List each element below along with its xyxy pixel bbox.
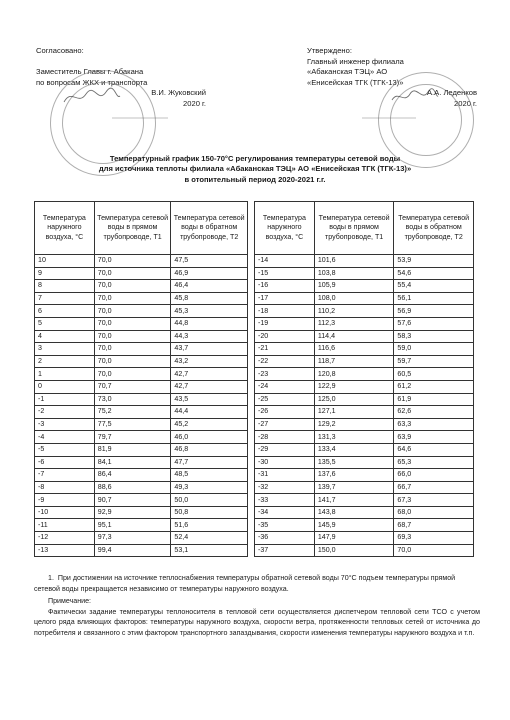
cell-return-temp: 50,8 [171, 506, 248, 519]
cell-outdoor-temp: -10 [35, 506, 95, 519]
cell-return-temp: 56,1 [394, 292, 474, 305]
cell-supply-temp: 70,0 [94, 255, 171, 268]
header-outdoor-temp: Температура наружного воздуха, °С [255, 202, 315, 255]
table-row [255, 355, 474, 368]
cell-return-temp: 69,3 [394, 532, 474, 545]
cell-supply-temp: 73,0 [94, 393, 171, 406]
cell-supply-temp: 77,5 [94, 418, 171, 431]
right-date-underline [360, 108, 418, 120]
approval-approved-signer: А.А. Леденков [426, 88, 477, 98]
approval-agreed-role-line1: Заместитель Главы г. Абакана [36, 67, 144, 77]
table-row [255, 280, 474, 293]
cell-outdoor-temp: -3 [35, 418, 95, 431]
cell-outdoor-temp: -21 [255, 343, 315, 356]
cell-outdoor-temp: 7 [35, 292, 95, 305]
table-row [255, 519, 474, 532]
cell-outdoor-temp: 8 [35, 280, 95, 293]
table-row [255, 506, 474, 519]
cell-return-temp: 54,6 [394, 267, 474, 280]
cell-return-temp: 43,7 [171, 343, 248, 356]
cell-outdoor-temp: -17 [255, 292, 315, 305]
left-signature [62, 86, 122, 108]
table-row [255, 431, 474, 444]
cell-outdoor-temp: 3 [35, 343, 95, 356]
table-row [35, 380, 248, 393]
header-supply-temp: Температура сетевой воды в прямом трубопроводе, Т1 [94, 202, 171, 255]
table-row [255, 393, 474, 406]
cell-outdoor-temp: -36 [255, 532, 315, 545]
cell-outdoor-temp: -15 [255, 267, 315, 280]
table-row [35, 506, 248, 519]
cell-outdoor-temp: -34 [255, 506, 315, 519]
cell-outdoor-temp: 1 [35, 368, 95, 381]
table-row [35, 519, 248, 532]
cell-supply-temp: 75,2 [94, 406, 171, 419]
notes-heading: Примечание: [48, 597, 92, 606]
cell-supply-temp: 70,0 [94, 317, 171, 330]
cell-return-temp: 45,8 [171, 292, 248, 305]
cell-supply-temp: 137,6 [314, 469, 394, 482]
table-row [35, 481, 248, 494]
table-row [35, 544, 248, 557]
cell-supply-temp: 103,8 [314, 267, 394, 280]
cell-return-temp: 50,0 [171, 494, 248, 507]
cell-return-temp: 49,3 [171, 481, 248, 494]
cell-return-temp: 58,3 [394, 330, 474, 343]
header-supply-temp: Температура сетевой воды в прямом трубопроводе, Т1 [314, 202, 394, 255]
table-row [255, 305, 474, 318]
cell-outdoor-temp: -19 [255, 317, 315, 330]
note-1 [34, 573, 480, 594]
cell-supply-temp: 105,9 [314, 280, 394, 293]
cell-outdoor-temp: -30 [255, 456, 315, 469]
cell-return-temp: 44,3 [171, 330, 248, 343]
notes-section [34, 573, 480, 639]
cell-supply-temp: 88,6 [94, 481, 171, 494]
cell-return-temp: 68,0 [394, 506, 474, 519]
cell-outdoor-temp: -8 [35, 481, 95, 494]
temperature-table-right [254, 201, 474, 557]
cell-supply-temp: 114,4 [314, 330, 394, 343]
table-row [255, 343, 474, 356]
approval-agreed-signer: В.И. Жуковский [151, 88, 206, 98]
cell-supply-temp: 86,4 [94, 469, 171, 482]
cell-return-temp: 46,9 [171, 267, 248, 280]
cell-outdoor-temp: -6 [35, 456, 95, 469]
cell-outdoor-temp: -11 [35, 519, 95, 532]
cell-return-temp: 43,2 [171, 355, 248, 368]
cell-supply-temp: 70,0 [94, 267, 171, 280]
cell-outdoor-temp: -37 [255, 544, 315, 557]
cell-supply-temp: 79,7 [94, 431, 171, 444]
cell-return-temp: 43,5 [171, 393, 248, 406]
table-row [35, 393, 248, 406]
table-row [255, 532, 474, 545]
approval-agreed-date: 2020 г. [183, 98, 206, 108]
cell-outdoor-temp: -27 [255, 418, 315, 431]
cell-supply-temp: 133,4 [314, 443, 394, 456]
table-row [35, 406, 248, 419]
cell-supply-temp: 97,3 [94, 532, 171, 545]
cell-return-temp: 65,3 [394, 456, 474, 469]
cell-outdoor-temp: -5 [35, 443, 95, 456]
cell-return-temp: 44,4 [171, 406, 248, 419]
cell-supply-temp: 70,7 [94, 380, 171, 393]
cell-outdoor-temp: -26 [255, 406, 315, 419]
cell-return-temp: 44,8 [171, 317, 248, 330]
cell-outdoor-temp: -12 [35, 532, 95, 545]
cell-return-temp: 62,6 [394, 406, 474, 419]
cell-supply-temp: 70,0 [94, 343, 171, 356]
cell-supply-temp: 101,6 [314, 255, 394, 268]
approval-approved-role-line2: «Абаканская ТЭЦ» АО [307, 67, 388, 77]
cell-outdoor-temp: -25 [255, 393, 315, 406]
cell-return-temp: 45,3 [171, 305, 248, 318]
cell-return-temp: 48,5 [171, 469, 248, 482]
cell-outdoor-temp: -29 [255, 443, 315, 456]
right-signature [390, 86, 440, 108]
cell-outdoor-temp: 2 [35, 355, 95, 368]
cell-outdoor-temp: -20 [255, 330, 315, 343]
temperature-table-left [34, 201, 248, 557]
cell-supply-temp: 70,0 [94, 280, 171, 293]
cell-outdoor-temp: -14 [255, 255, 315, 268]
cell-supply-temp: 108,0 [314, 292, 394, 305]
cell-return-temp: 61,9 [394, 393, 474, 406]
table-row [255, 544, 474, 557]
cell-return-temp: 46,4 [171, 280, 248, 293]
cell-supply-temp: 110,2 [314, 305, 394, 318]
cell-return-temp: 59,0 [394, 343, 474, 356]
title-line2: для источника теплоты филиала «Абаканская ТЭЦ» АО «Енисейская ТГК (ТГК-13)» [98, 164, 412, 174]
approval-approved-role-line3: «Енисейская ТГК (ТГК-13)» [307, 77, 404, 87]
cell-supply-temp: 99,4 [94, 544, 171, 557]
table-row [255, 380, 474, 393]
cell-outdoor-temp: 6 [35, 305, 95, 318]
cell-supply-temp: 129,2 [314, 418, 394, 431]
cell-outdoor-temp: -2 [35, 406, 95, 419]
cell-return-temp: 63,3 [394, 418, 474, 431]
header-return-temp: Температура сетевой воды в обратном трубопроводе, Т2 [394, 202, 474, 255]
table-row [255, 255, 474, 268]
table-row [255, 469, 474, 482]
cell-outdoor-temp: -28 [255, 431, 315, 444]
cell-return-temp: 55,4 [394, 280, 474, 293]
table-row [35, 418, 248, 431]
cell-outdoor-temp: 9 [35, 267, 95, 280]
header-return-temp: Температура сетевой воды в обратном трубопроводе, Т2 [171, 202, 248, 255]
note-2-text: Фактически задание температуры теплоносителя в тепловой сети осуществляется диспетчером тепловой сети ТСО с учетом целого ряда влияющих факторов: температуры наружного воздуха, скорости ветра, протяженности тепловых сетей от источника до потребителя и связанного с этим фактором транспортного запаздывания, скорости изменения температуры наружного воздуха и т.п. [34, 607, 480, 637]
cell-supply-temp: 145,9 [314, 519, 394, 532]
cell-supply-temp: 70,0 [94, 330, 171, 343]
cell-return-temp: 53,1 [171, 544, 248, 557]
cell-outdoor-temp: -18 [255, 305, 315, 318]
table-row [255, 368, 474, 381]
table-row [35, 305, 248, 318]
left-date-underline [110, 108, 170, 120]
cell-return-temp: 51,6 [171, 519, 248, 532]
cell-supply-temp: 70,0 [94, 355, 171, 368]
cell-outdoor-temp: -23 [255, 368, 315, 381]
cell-supply-temp: 116,6 [314, 343, 394, 356]
cell-supply-temp: 118,7 [314, 355, 394, 368]
table-row [35, 280, 248, 293]
cell-outdoor-temp: -35 [255, 519, 315, 532]
cell-return-temp: 42,7 [171, 380, 248, 393]
cell-supply-temp: 135,5 [314, 456, 394, 469]
cell-outdoor-temp: -33 [255, 494, 315, 507]
cell-return-temp: 66,7 [394, 481, 474, 494]
table-row [255, 292, 474, 305]
cell-return-temp: 42,7 [171, 368, 248, 381]
table-header-row [255, 202, 474, 255]
table-row [35, 317, 248, 330]
cell-supply-temp: 122,9 [314, 380, 394, 393]
table-row [35, 532, 248, 545]
cell-outdoor-temp: -32 [255, 481, 315, 494]
table-row [255, 418, 474, 431]
cell-supply-temp: 95,1 [94, 519, 171, 532]
cell-supply-temp: 143,8 [314, 506, 394, 519]
cell-supply-temp: 141,7 [314, 494, 394, 507]
table-row [35, 355, 248, 368]
cell-supply-temp: 90,7 [94, 494, 171, 507]
cell-outdoor-temp: 0 [35, 380, 95, 393]
table-row [35, 267, 248, 280]
approval-approved-label: Утверждено: [307, 46, 352, 55]
cell-outdoor-temp: 4 [35, 330, 95, 343]
cell-return-temp: 68,7 [394, 519, 474, 532]
cell-return-temp: 64,6 [394, 443, 474, 456]
cell-supply-temp: 120,8 [314, 368, 394, 381]
cell-supply-temp: 70,0 [94, 305, 171, 318]
cell-return-temp: 59,7 [394, 355, 474, 368]
document-title [40, 154, 470, 185]
cell-supply-temp: 70,0 [94, 292, 171, 305]
table-row [35, 431, 248, 444]
cell-outdoor-temp: -22 [255, 355, 315, 368]
cell-supply-temp: 127,1 [314, 406, 394, 419]
table-row [35, 255, 248, 268]
approval-approved-role-line1: Главный инженер филиала [307, 56, 404, 66]
cell-return-temp: 47,5 [171, 255, 248, 268]
cell-return-temp: 56,9 [394, 305, 474, 318]
cell-outdoor-temp: -7 [35, 469, 95, 482]
cell-supply-temp: 150,0 [314, 544, 394, 557]
cell-return-temp: 67,3 [394, 494, 474, 507]
table-row [255, 330, 474, 343]
approval-agreed-label: Согласовано: [36, 46, 84, 55]
cell-supply-temp: 139,7 [314, 481, 394, 494]
table-header-row [35, 202, 248, 255]
title-line3: в отопительный период 2020-2021 г.г. [184, 174, 326, 184]
cell-supply-temp: 131,3 [314, 431, 394, 444]
table-row [35, 443, 248, 456]
cell-outdoor-temp: -4 [35, 431, 95, 444]
cell-return-temp: 46,8 [171, 443, 248, 456]
cell-return-temp: 60,5 [394, 368, 474, 381]
cell-return-temp: 53,9 [394, 255, 474, 268]
table-row [35, 292, 248, 305]
table-row [35, 456, 248, 469]
table-row [35, 343, 248, 356]
cell-outdoor-temp: -24 [255, 380, 315, 393]
table-row [35, 368, 248, 381]
note-1-text: При достижении на источнике теплоснабжения температуры обратной сетевой воды 70°С подъем температуры прямой сетевой воды прекращается независимо от температуры наружного воздуха. [34, 574, 456, 593]
cell-return-temp: 47,7 [171, 456, 248, 469]
cell-outdoor-temp: -31 [255, 469, 315, 482]
cell-supply-temp: 92,9 [94, 506, 171, 519]
table-row [255, 317, 474, 330]
cell-supply-temp: 70,0 [94, 368, 171, 381]
cell-return-temp: 63,9 [394, 431, 474, 444]
table-row [255, 267, 474, 280]
cell-return-temp: 57,6 [394, 317, 474, 330]
header-outdoor-temp: Температура наружного воздуха, °С [35, 202, 95, 255]
cell-return-temp: 52,4 [171, 532, 248, 545]
table-row [255, 456, 474, 469]
title-line1: Температурный график 150-70°С регулирования температуры сетевой воды [109, 154, 401, 163]
table-row [35, 330, 248, 343]
cell-outdoor-temp: 5 [35, 317, 95, 330]
table-row [255, 494, 474, 507]
table-row [255, 481, 474, 494]
cell-return-temp: 70,0 [394, 544, 474, 557]
cell-supply-temp: 84,1 [94, 456, 171, 469]
cell-outdoor-temp: -1 [35, 393, 95, 406]
table-row [255, 443, 474, 456]
table-row [35, 494, 248, 507]
cell-supply-temp: 147,9 [314, 532, 394, 545]
cell-return-temp: 66,0 [394, 469, 474, 482]
cell-return-temp: 46,0 [171, 431, 248, 444]
cell-return-temp: 61,2 [394, 380, 474, 393]
cell-outdoor-temp: -16 [255, 280, 315, 293]
approval-approved-date: 2020 г. [454, 98, 477, 108]
approval-agreed-role-line2: по вопросам ЖКХ и транспорта [36, 77, 148, 87]
cell-outdoor-temp: -9 [35, 494, 95, 507]
cell-outdoor-temp: -13 [35, 544, 95, 557]
cell-return-temp: 45,2 [171, 418, 248, 431]
cell-outdoor-temp: 10 [35, 255, 95, 268]
table-row [255, 406, 474, 419]
cell-supply-temp: 81,9 [94, 443, 171, 456]
table-row [35, 469, 248, 482]
cell-supply-temp: 112,3 [314, 317, 394, 330]
note-1-number: 1. [48, 574, 54, 582]
cell-supply-temp: 125,0 [314, 393, 394, 406]
